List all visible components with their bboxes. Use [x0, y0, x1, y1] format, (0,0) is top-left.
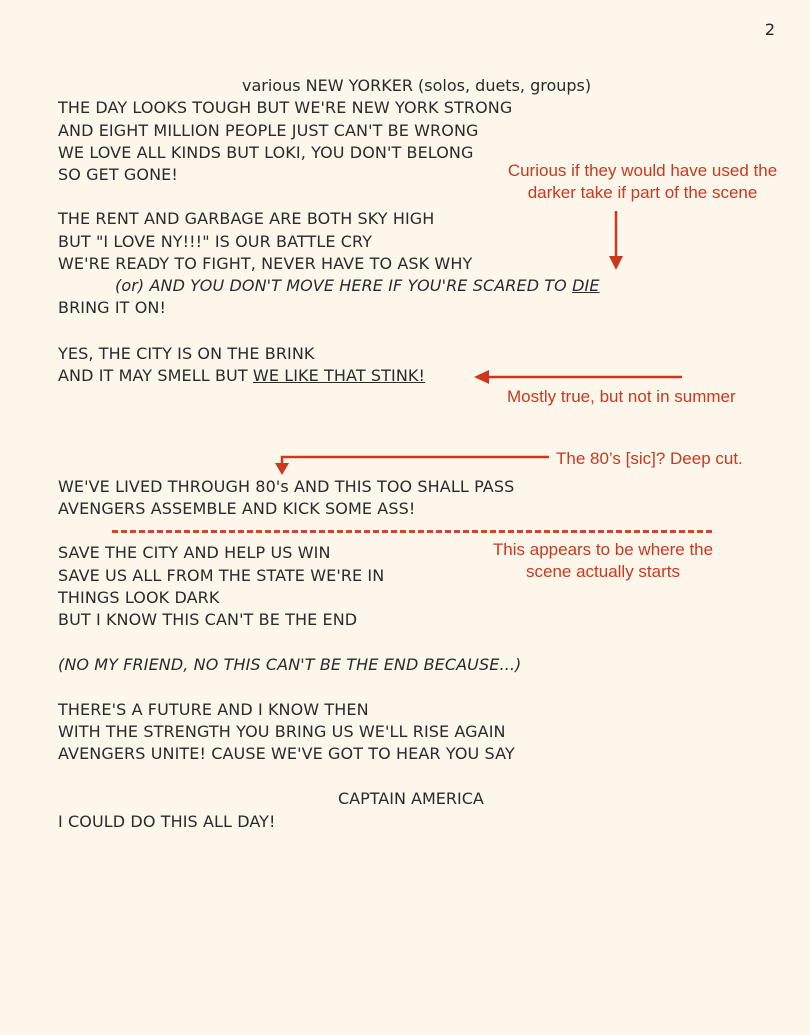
lyric-line: THE DAY LOOKS TOUGH BUT WE'RE NEW YORK STRONG	[58, 98, 513, 117]
annotation-line: This appears to be where the	[492, 540, 714, 559]
lyric-line: THE RENT AND GARBAGE ARE BOTH SKY HIGH	[58, 209, 435, 228]
lyric-line: BRING IT ON!	[58, 298, 167, 317]
lyric-line: WITH THE STRENGTH YOU BRING US WE'LL RISE AGAIN	[58, 722, 506, 741]
lyric-line: WE'VE LIVED THROUGH 80's AND THIS TOO SHALL PASS	[58, 477, 515, 496]
lyric-line: SAVE THE CITY AND HELP US WIN	[58, 543, 331, 562]
arrow-left-icon	[474, 370, 682, 384]
arrow-down-icon	[609, 211, 623, 270]
lyric-line: BUT I KNOW THIS CAN'T BE THE END	[58, 610, 358, 629]
annotation-stink: Mostly true, but not in summer	[507, 387, 736, 406]
lyric-line: THERE'S A FUTURE AND I KNOW THEN	[58, 700, 369, 719]
annotation-line: darker take if part of the scene	[527, 183, 758, 202]
singer-heading-captain-america: CAPTAIN AMERICA	[338, 789, 484, 808]
annotation-line: scene actually starts	[525, 562, 680, 581]
lyric-line: SAVE US ALL FROM THE STATE WE'RE IN	[58, 566, 385, 585]
lyric-line: WE'RE READY TO FIGHT, NEVER HAVE TO ASK WHY	[58, 254, 473, 273]
lyric-line: I COULD DO THIS ALL DAY!	[58, 812, 276, 831]
arrow-bent-icon	[275, 457, 549, 475]
annotation-line: Curious if they would have used the	[507, 161, 778, 180]
lyric-line: SO GET GONE!	[58, 165, 178, 184]
lyric-line: AVENGERS ASSEMBLE AND KICK SOME ASS!	[58, 499, 416, 518]
lyric-line: YES, THE CITY IS ON THE BRINK	[58, 344, 315, 363]
lyric-line: THINGS LOOK DARK	[58, 588, 220, 607]
lyric-line: AVENGERS UNITE! CAUSE WE'VE GOT TO HEAR YOU SAY	[58, 744, 515, 763]
underlined-stink: WE LIKE THAT STINK!	[252, 366, 426, 385]
lyric-line: AND EIGHT MILLION PEOPLE JUST CAN'T BE WRONG	[58, 121, 479, 140]
alt-text: AND YOU DON'T MOVE HERE IF YOU'RE SCARED TO	[149, 276, 567, 295]
lyric-plain: AND IT MAY SMELL BUT	[58, 366, 248, 385]
annotation-eighties: The 80’s [sic]? Deep cut.	[556, 449, 743, 468]
alt-prefix: (or)	[115, 276, 145, 295]
underlined-die: DIE	[572, 276, 600, 295]
singer-heading-new-yorker: various NEW YORKER (solos, duets, groups)	[242, 76, 592, 95]
lyric-line: WE LOVE ALL KINDS BUT LOKI, YOU DON'T BELONG	[58, 143, 474, 162]
lyric-line: BUT "I LOVE NY!!!" IS OUR BATTLE CRY	[58, 232, 373, 251]
page-number: 2	[764, 20, 775, 39]
aside-line: (NO MY FRIEND, NO THIS CAN'T BE THE END BECAUSE...)	[58, 655, 522, 674]
